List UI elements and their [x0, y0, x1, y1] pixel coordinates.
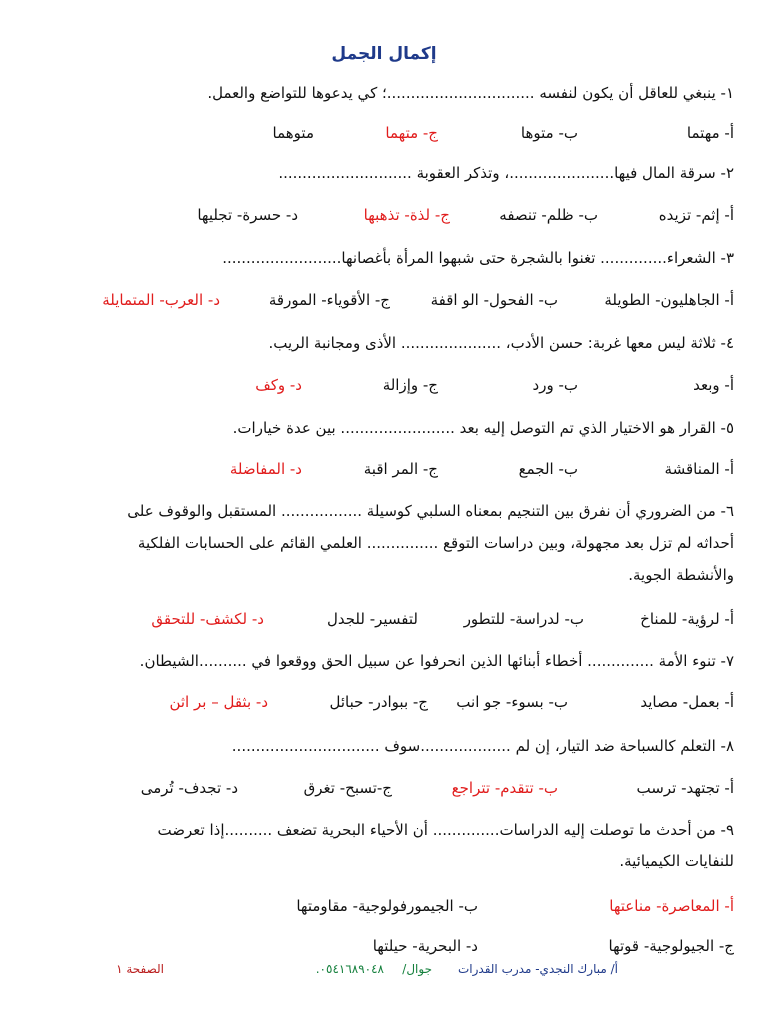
q9-option-c: ج- الجيولوجية- قوتها: [608, 937, 734, 955]
q4-option-a: أ- وبعد: [693, 376, 734, 394]
q6-option-b: ب- لدراسة- للتطور: [463, 610, 584, 628]
footer-phone: ٠٥٤١٦٨٩٠٤٨.: [315, 962, 384, 976]
question-9-options-row-1: [0, 893, 768, 919]
q7-option-c: ج- ببوادر- حبائل: [329, 693, 428, 711]
q3-option-a: أ- الجاهليون- الطويلة: [604, 291, 734, 309]
q1-option-c-answer: ج- متهما: [385, 124, 438, 142]
question-6-line-1: ٦- من الضروري أن نفرق بين التنجيم بمعناه السلبي كوسيلة ................. المستقبل والوقوف على: [127, 502, 734, 520]
q1-option-b: ب- متوها: [520, 124, 578, 142]
question-6-line-3: والأنشطة الجوية.: [628, 566, 734, 584]
question-5-options: [0, 456, 768, 482]
q5-option-c: ج- المر اقبة: [363, 460, 438, 478]
question-1: ١- ينبغي للعاقل أن يكون لنفسه ...............................؛ كي يدعوها للتواضع والعمل.: [207, 84, 734, 102]
q2-option-c-answer: ج- لذة- تذهبها: [363, 206, 450, 224]
q5-option-a: أ- المناقشة: [664, 460, 734, 478]
question-7: ٧- تنوء الأمة .............. أخطاء أبنائها الذين انحرفوا عن سبيل الحق ووقعوا في ..........الشيطان.: [139, 652, 734, 670]
question-4-options: [0, 372, 768, 398]
question-9-line-2: للنفايات الكيميائية.: [619, 852, 734, 870]
q7-option-a: أ- بعمل- مصايد: [640, 693, 734, 711]
question-8-options: [0, 775, 768, 801]
question-6-line-2: أحداثه لم تزل بعد مجهولة، وبين دراسات التوقع ............... العلمي القائم على الحسابات الفلكية: [137, 534, 734, 552]
footer-phone-label: جوال/: [402, 962, 432, 976]
q8-option-b-answer: ب- تتقدم- تتراجع: [451, 779, 558, 797]
question-2-options: [0, 202, 768, 228]
question-5: ٥- القرار هو الاختيار الذي تم التوصل إليه بعد ........................ بين عدة خيارات.: [232, 419, 734, 437]
q8-option-a: أ- تجتهد- ترسب: [636, 779, 734, 797]
q8-option-c: ج-تسبح- تغرق: [303, 779, 392, 797]
question-9-line-1: ٩- من أحدث ما توصلت إليه الدراسات.............. أن الأحياء البحرية تضعف ..........إذا تعرضت: [157, 821, 734, 839]
q2-option-a: أ- إثم- تزيده: [658, 206, 734, 224]
page-footer: [0, 962, 768, 982]
q9-option-b: ب- الجيمورفولوجية- مقاومتها: [296, 897, 478, 915]
q9-option-d: د- البحرية- حيلتها: [372, 937, 478, 955]
q3-option-d-answer: د- العرب- المتمايلة: [102, 291, 220, 309]
footer-page-number: الصفحة ١: [116, 962, 164, 976]
q4-option-b: ب- ورد: [532, 376, 578, 394]
q4-option-c: ج- وإزالة: [382, 376, 438, 394]
question-7-options: [0, 689, 768, 715]
question-4: ٤- ثلاثة ليس معها غربة: حسن الأدب، ..................... الأذى ومجانبة الريب.: [268, 334, 734, 352]
question-8: ٨- التعلم كالسباحة ضد التيار، إن لم ...................سوف ...............................: [231, 737, 734, 755]
q5-option-d-answer: د- المفاضلة: [229, 460, 302, 478]
question-6-options: [0, 606, 768, 632]
q6-option-a: أ- لرؤية- للمناخ: [640, 610, 734, 628]
q8-option-d: د- تجدف- تُرمى: [140, 779, 238, 797]
q6-option-d-answer: د- لكشف- للتحقق: [151, 610, 264, 628]
q2-option-d: د- حسرة- تجليها: [197, 206, 298, 224]
question-3: ٣- الشعراء.............. تغنوا بالشجرة حتى شبهوا المرأة بأغصانها.........................: [222, 249, 734, 267]
question-3-options: [0, 287, 768, 313]
q7-option-b: ب- بسوء- جو انب: [456, 693, 568, 711]
q1-option-a: أ- مهتما: [686, 124, 734, 142]
q6-option-c: لتفسير- للجدل: [326, 610, 418, 628]
question-9-options-row-2: [0, 933, 768, 959]
q7-option-d-answer: د- بثقل – بر اثن: [169, 693, 268, 711]
q4-option-d-answer: د- وكف: [255, 376, 302, 394]
q2-option-b: ب- ظلم- تنصفه: [499, 206, 598, 224]
q3-option-b: ب- الفحول- الو اقفة: [430, 291, 558, 309]
q9-option-a-answer: أ- المعاصرة- مناعتها: [609, 897, 734, 915]
question-2: ٢- سرقة المال فيها......................، وتذكر العقوبة ............................: [278, 164, 734, 182]
q1-option-d: متوهما: [272, 124, 314, 142]
page-title: إكمال الجمل: [331, 44, 437, 64]
q3-option-c: ج- الأقوياء- المورقة: [268, 291, 390, 309]
q5-option-b: ب- الجمع: [518, 460, 578, 478]
footer-author: أ/ مبارك النجدي- مدرب القدرات: [457, 962, 618, 976]
question-1-options: [0, 120, 768, 146]
